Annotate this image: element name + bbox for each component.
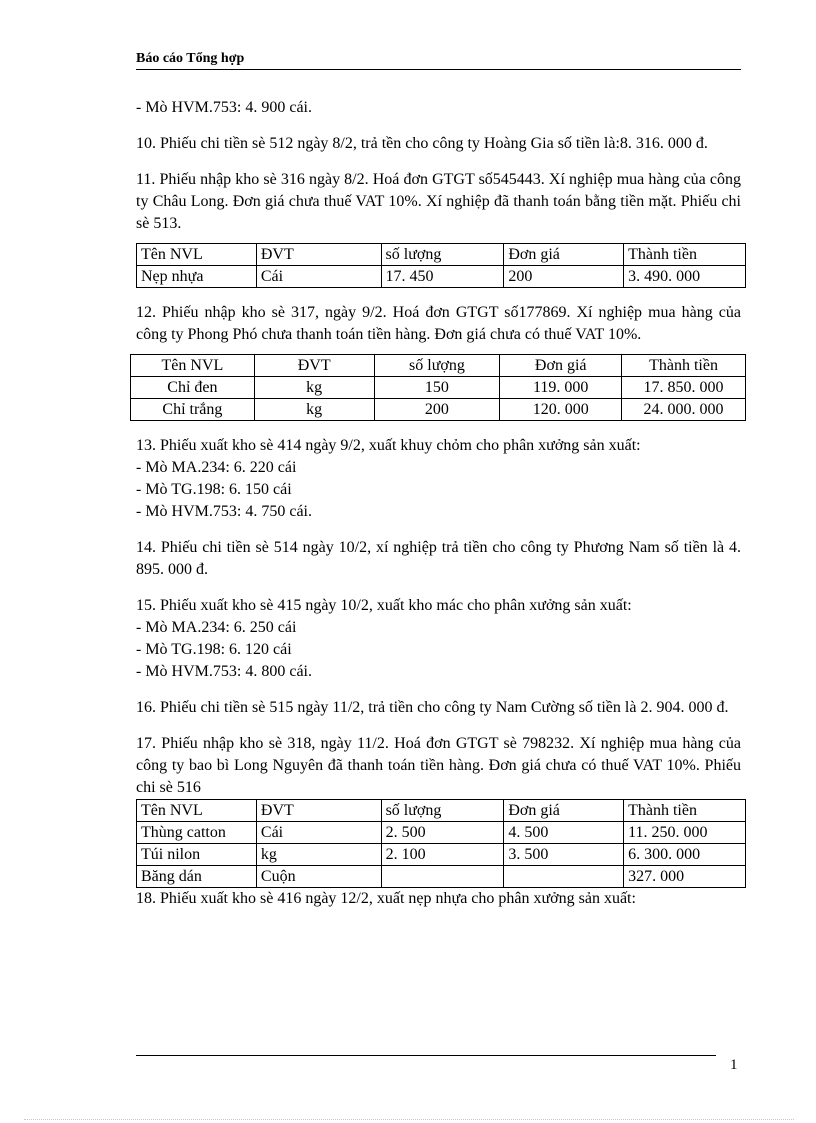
table-header-row (137, 244, 746, 266)
table-cell: Túi nilon (137, 844, 257, 866)
table-cell: 3. 500 (504, 844, 624, 866)
header-cell: Tên NVL (131, 355, 255, 377)
table-cell: Thùng catton (137, 822, 257, 844)
table-cell: Băng dán (137, 866, 257, 888)
table-cell: 17. 850. 000 (622, 377, 746, 399)
table-cell: 200 (504, 266, 624, 288)
header-cell: Thành tiền (624, 800, 746, 822)
table-cell (381, 866, 504, 888)
table-cell: 11. 250. 000 (624, 822, 746, 844)
table-cell: 150 (374, 377, 500, 399)
table-purchase-phong-pho (130, 354, 746, 421)
list-item: - Mò MA.234: 6. 220 cái (136, 459, 297, 476)
header-cell: Đơn giá (500, 355, 622, 377)
table-cell: Chỉ trắng (131, 399, 255, 421)
table-row (137, 866, 746, 888)
table-cell: 17. 450 (381, 266, 504, 288)
page-header: Báo cáo Tổng hợp (136, 50, 741, 70)
table-purchase-long-nguyen (136, 799, 746, 888)
table-cell: kg (254, 377, 374, 399)
header-cell: Tên NVL (137, 800, 257, 822)
paragraph-11: 11. Phiếu nhập kho sè 316 ngày 8/2. Hoá đơn GTGT số545443. Xí nghiệp mua hàng của công ty Châu Long. Đơn giá chưa thuế VAT 10%. Xí nghiệp đã thanh toán bằng tiền mặt. Phiếu chi sè 513. (136, 171, 741, 232)
table-cell: 24. 000. 000 (622, 399, 746, 421)
paragraph-18: 18. Phiếu xuất kho sè 416 ngày 12/2, xuất nẹp nhựa cho phân xưởng sản xuất: (136, 890, 636, 907)
table-cell: 120. 000 (500, 399, 622, 421)
table-cell: Cuộn (256, 866, 381, 888)
header-cell: số lượng (381, 244, 504, 266)
table-cell: 2. 100 (381, 844, 504, 866)
table-cell: Chỉ đen (131, 377, 255, 399)
header-cell: Thành tiền (624, 244, 746, 266)
table-cell: Nẹp nhựa (137, 266, 257, 288)
table-cell: Cái (256, 822, 381, 844)
paragraph-13: 13. Phiếu xuất kho sè 414 ngày 9/2, xuất khuy chỏm cho phân xưởng sản xuất: (136, 437, 641, 454)
header-cell: ĐVT (256, 244, 381, 266)
table-cell: 6. 300. 000 (624, 844, 746, 866)
page-edge-divider (24, 1119, 794, 1120)
paragraph-14: 14. Phiếu chi tiền sè 514 ngày 10/2, xí nghiệp trả tiền cho công ty Phương Nam số tiền là 4. 895. 000 đ. (136, 539, 741, 578)
table-header-row (131, 355, 746, 377)
table-cell: 327. 000 (624, 866, 746, 888)
table-cell: Cái (256, 266, 381, 288)
table-cell: 3. 490. 000 (624, 266, 746, 288)
page-number: 1 (730, 1057, 738, 1073)
table-cell: kg (256, 844, 381, 866)
paragraph-12: 12. Phiếu nhập kho sè 317, ngày 9/2. Hoá đơn GTGT số177869. Xí nghiệp mua hàng của công ty Phong Phó chưa thanh toán tiền hàng. Đơn giá chưa có thuế VAT 10%. (136, 304, 741, 343)
document-body (136, 97, 741, 910)
header-cell: ĐVT (254, 355, 374, 377)
paragraph-17: 17. Phiếu nhập kho sè 318, ngày 11/2. Hoá đơn GTGT sè 798232. Xí nghiệp mua hàng của công ty bao bì Long Nguyên đã thanh toán tiền hàng. Đơn giá chưa có thuế VAT 10%. Phiếu chi sè 516 (136, 735, 741, 796)
table-row (137, 822, 746, 844)
table-cell (504, 866, 624, 888)
table-row (137, 844, 746, 866)
table-cell: 119. 000 (500, 377, 622, 399)
table-header-row (137, 800, 746, 822)
list-item: - Mò MA.234: 6. 250 cái (136, 619, 297, 636)
table-cell: 4. 500 (504, 822, 624, 844)
header-cell: ĐVT (256, 800, 381, 822)
paragraph-16: 16. Phiếu chi tiền sè 515 ngày 11/2, trả tiền cho công ty Nam Cường số tiền là 2. 904. 000 đ. (136, 699, 729, 716)
header-cell: Tên NVL (137, 244, 257, 266)
table-cell: 200 (374, 399, 500, 421)
table-row (131, 377, 746, 399)
paragraph-15: 15. Phiếu xuất kho sè 415 ngày 10/2, xuất kho mác cho phân xưởng sản xuất: (136, 597, 632, 614)
header-cell: Đơn giá (504, 800, 624, 822)
paragraph-item-line: - Mò HVM.753: 4. 900 cái. (136, 99, 312, 116)
table-purchase-chau-long (136, 243, 746, 288)
list-item: - Mò HVM.753: 4. 800 cái. (136, 663, 312, 680)
table-cell: 2. 500 (381, 822, 504, 844)
table-row (131, 399, 746, 421)
list-item: - Mò HVM.753: 4. 750 cái. (136, 503, 312, 520)
paragraph-10: 10. Phiếu chi tiền sè 512 ngày 8/2, trả tền cho công ty Hoàng Gia số tiền là:8. 316. 000 đ. (136, 135, 708, 152)
table-row (137, 266, 746, 288)
footer-divider (136, 1055, 716, 1056)
table-cell: kg (254, 399, 374, 421)
header-cell: Đơn giá (504, 244, 624, 266)
header-cell: số lượng (374, 355, 500, 377)
list-item: - Mò TG.198: 6. 150 cái (136, 481, 292, 498)
header-cell: Thành tiền (622, 355, 746, 377)
list-item: - Mò TG.198: 6. 120 cái (136, 641, 292, 658)
header-cell: số lượng (381, 800, 504, 822)
